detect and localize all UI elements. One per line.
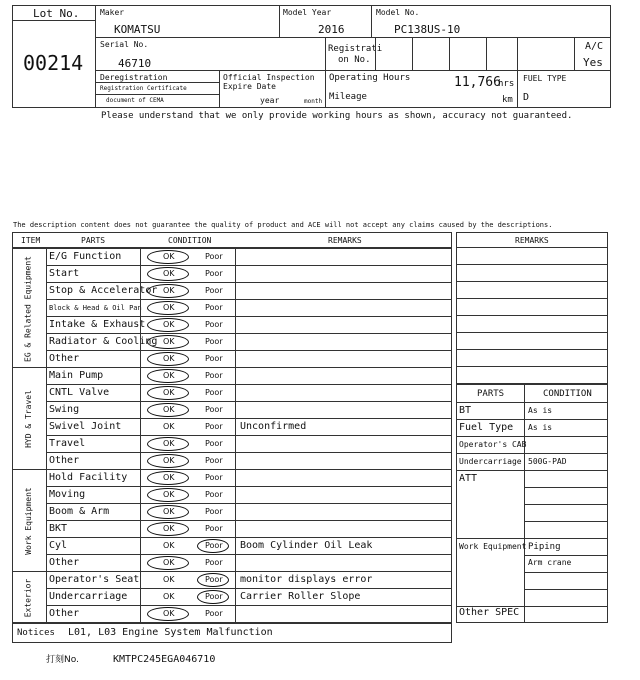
registration-label-2: on No. [338, 55, 371, 65]
table-header-row [12, 232, 452, 248]
serial-cell [95, 37, 326, 71]
operating-hours-value: 11,766 [454, 75, 501, 90]
remarks-cell [235, 520, 452, 538]
registration-label-1: Registrati [328, 44, 383, 54]
condition-cell [140, 503, 236, 521]
condition-cell [140, 401, 236, 419]
grid-line [524, 504, 608, 505]
part-name: Other [49, 557, 80, 568]
part-cell [46, 418, 141, 436]
ok-option[interactable]: OK [163, 405, 175, 414]
part-name: Swivel Joint [49, 421, 122, 432]
month-label: month [304, 98, 323, 105]
right-condition-header: CONDITION [543, 389, 592, 399]
grid-line [456, 470, 608, 471]
grid-line [456, 436, 608, 437]
part-name: Travel [49, 438, 86, 449]
lot-no-value: 00214 [23, 51, 84, 75]
ac-cell [574, 37, 611, 71]
part-cell [46, 537, 141, 555]
part-name: Undercarriage [49, 591, 128, 602]
other-spec-label: Other SPEC [459, 607, 520, 618]
col-remarks-header: REMARKS [328, 236, 362, 245]
remarks-cell [235, 537, 452, 555]
condition-cell [140, 537, 236, 555]
ok-selected-circle [147, 505, 189, 519]
condition-cell [140, 265, 236, 283]
ok-option[interactable]: OK [163, 558, 175, 567]
ac-label: A/C [585, 41, 604, 52]
part-cell [46, 299, 141, 317]
remark-text: monitor displays error [240, 574, 373, 585]
inspection-label-2: Expire Date [223, 82, 276, 91]
ok-option[interactable]: OK [163, 507, 175, 516]
poor-option[interactable]: Poor [205, 286, 223, 295]
part-cell [46, 316, 146, 334]
grid-line [524, 555, 608, 556]
operating-hours-label: Operating Hours [329, 73, 411, 83]
part-cell [46, 367, 141, 385]
remarks-cell [235, 265, 452, 283]
grid-line [524, 572, 608, 573]
part-cell [46, 350, 141, 368]
right-part-name: Fuel Type [459, 422, 514, 433]
part-cell [46, 333, 158, 351]
part-name: Main Pump [49, 370, 104, 381]
part-name: CNTL Valve [49, 387, 110, 398]
stamp-value: KMTPC245EGA046710 [113, 654, 216, 665]
remarks-cell [235, 588, 452, 606]
ok-option[interactable]: OK [163, 575, 175, 584]
ok-option[interactable]: OK [163, 592, 175, 601]
registration-box-4 [486, 37, 518, 71]
stamp-label: 打刻No. [46, 655, 79, 665]
right-parts-header: PARTS [477, 389, 505, 399]
poor-option[interactable]: Poor [205, 388, 223, 397]
ok-option[interactable]: OK [163, 252, 175, 261]
condition-cell [140, 588, 236, 606]
part-name: Other [49, 353, 80, 364]
ok-selected-circle [147, 607, 189, 621]
serial-label: Serial No. [100, 40, 149, 49]
ok-option[interactable]: OK [163, 320, 175, 329]
right-part-name: Undercarriage [459, 457, 522, 466]
remarks-cell [235, 384, 452, 402]
fuel-type-label: FUEL TYPE [523, 74, 567, 83]
part-name: Intake & Exhaust [49, 319, 146, 330]
part-cell [46, 265, 141, 283]
inspection-label-1: Official Inspection [223, 73, 315, 82]
condition-cell [140, 333, 236, 351]
poor-option[interactable]: Poor [205, 354, 223, 363]
part-name: Cyl [49, 540, 68, 551]
poor-option[interactable]: Poor [205, 439, 223, 448]
serial-value: 46710 [118, 57, 152, 70]
ok-selected-circle [147, 267, 189, 281]
col-parts-header: PARTS [81, 236, 106, 245]
notices-value: L01, L03 Engine System Malfunction [68, 627, 273, 638]
right-condition-value: 500G-PAD [528, 457, 567, 466]
poor-option[interactable]: Poor [205, 473, 223, 482]
ok-option[interactable]: OK [163, 422, 175, 431]
poor-option[interactable]: Poor [205, 592, 223, 601]
remarks-cell [235, 418, 452, 436]
ok-selected-circle [147, 250, 189, 264]
ok-selected-circle [147, 437, 189, 451]
deregistration-label: Deregistration [100, 73, 168, 82]
condition-cell [140, 282, 236, 300]
part-name: BKT [49, 523, 68, 534]
poor-option[interactable]: Poor [205, 609, 223, 618]
grid-line [456, 538, 608, 539]
part-name: Block & Head & Oil Pan [49, 304, 142, 312]
item-group-cell [12, 571, 47, 623]
remarks-cell [235, 282, 452, 300]
registration-box-2 [412, 37, 450, 71]
part-name: Swing [49, 404, 80, 415]
condition-cell [140, 299, 236, 317]
right-remarks-header [456, 232, 608, 248]
remark-text: Carrier Roller Slope [240, 591, 361, 602]
poor-option[interactable]: Poor [205, 541, 223, 550]
registration-certificate-label: Registration Certificate [100, 85, 187, 92]
notices-label: Notices [17, 628, 55, 638]
ok-selected-circle [147, 454, 189, 468]
right-remarks-header-label: REMARKS [515, 236, 549, 245]
poor-option[interactable]: Poor [205, 320, 223, 329]
item-group-label: EG & Related Equipment [23, 255, 33, 362]
part-name: Moving [49, 489, 86, 500]
remarks-cell [235, 333, 452, 351]
lot-no-cell [12, 20, 96, 108]
cema-label: document of CEMA [106, 97, 164, 104]
ok-option[interactable]: OK [163, 269, 175, 278]
remarks-cell [235, 401, 452, 419]
ok-selected-circle [147, 284, 189, 298]
item-group-cell [12, 469, 47, 572]
part-cell [46, 503, 141, 521]
part-cell [46, 435, 141, 453]
ok-selected-circle [147, 352, 189, 366]
right-part-name: BT [459, 405, 472, 416]
poor-selected-circle [197, 539, 229, 553]
part-name: E/G Function [49, 251, 122, 262]
remarks-cell [235, 503, 452, 521]
ok-selected-circle [147, 403, 189, 417]
ok-option[interactable]: OK [163, 524, 175, 533]
model-year-label: Model Year [283, 8, 332, 17]
ok-selected-circle [147, 471, 189, 485]
condition-cell [140, 520, 236, 538]
ok-option[interactable]: OK [163, 286, 175, 295]
registration-box-1 [375, 37, 413, 71]
part-cell [46, 384, 141, 402]
condition-cell [140, 418, 236, 436]
ok-selected-circle [147, 301, 189, 315]
poor-option[interactable]: Poor [205, 456, 223, 465]
remarks-cell [235, 350, 452, 368]
right-part-name: Operator's CAB [459, 440, 527, 449]
ok-selected-circle [147, 488, 189, 502]
poor-option[interactable]: Poor [205, 337, 223, 346]
part-cell [46, 452, 141, 470]
remarks-cell [235, 316, 452, 334]
part-name: Other [49, 608, 80, 619]
poor-option[interactable]: Poor [205, 507, 223, 516]
remarks-cell [235, 452, 452, 470]
ok-option[interactable]: OK [163, 388, 175, 397]
model-year-cell [279, 5, 372, 38]
poor-option[interactable]: Poor [205, 303, 223, 312]
remarks-cell [235, 486, 452, 504]
grid-line [524, 589, 608, 590]
part-cell [46, 401, 141, 419]
ok-selected-circle [147, 318, 189, 332]
condition-cell [140, 384, 236, 402]
work-eq-arm-crane: Arm crane [528, 558, 572, 567]
maker-cell [95, 5, 280, 38]
remarks-cell [235, 367, 452, 385]
poor-option[interactable]: Poor [205, 422, 223, 431]
ok-selected-circle [147, 386, 189, 400]
condition-cell [140, 486, 236, 504]
remarks-cell [235, 554, 452, 572]
ok-option[interactable]: OK [163, 541, 175, 550]
maker-label: Maker [100, 8, 125, 17]
condition-cell [140, 571, 236, 589]
item-group-cell [12, 248, 47, 368]
condition-cell [140, 554, 236, 572]
model-no-label: Model No. [376, 8, 420, 17]
part-name: Other [49, 455, 80, 466]
grid-line [524, 521, 608, 522]
condition-cell [140, 367, 236, 385]
work-eq-piping: Piping [528, 542, 561, 552]
ok-selected-circle [147, 522, 189, 536]
disclaimer-text: The description content does not guarantee the quality of product and ACE will not accept any claims caused by the descriptions. [13, 221, 553, 229]
remark-text: Unconfirmed [240, 421, 307, 432]
lot-no-label-cell [12, 5, 96, 21]
col-item-header: ITEM [21, 236, 41, 245]
part-cell [46, 282, 158, 300]
condition-cell [140, 605, 236, 623]
work-equipment-label: Work Equipment [459, 542, 527, 551]
ok-option[interactable]: OK [163, 371, 175, 380]
fuel-type-cell [517, 70, 611, 108]
condition-cell [140, 452, 236, 470]
maker-value: KOMATSU [114, 23, 161, 36]
col-condition-header: CONDITION [168, 236, 212, 245]
item-group-label: Work Equipment [23, 487, 33, 555]
ok-option[interactable]: OK [163, 473, 175, 482]
condition-cell [140, 248, 236, 266]
model-no-value: PC138US-10 [394, 23, 461, 36]
registration-box-3 [449, 37, 487, 71]
ok-option[interactable]: OK [163, 337, 175, 346]
operating-hours-cell [325, 70, 518, 108]
part-name: Stop & Accelerator [49, 285, 158, 296]
condition-cell [140, 316, 236, 334]
item-group-label: HYD & Travel [23, 390, 33, 448]
remarks-cell [235, 571, 452, 589]
poor-option[interactable]: Poor [205, 524, 223, 533]
ac-value: Yes [583, 56, 603, 69]
remarks-cell [235, 435, 452, 453]
km-unit: km [502, 95, 513, 105]
registration-box-5 [517, 37, 575, 71]
poor-selected-circle [197, 590, 229, 604]
condition-cell [140, 350, 236, 368]
poor-option[interactable]: Poor [205, 490, 223, 499]
poor-option[interactable]: Poor [205, 575, 223, 584]
fuel-type-value: D [523, 92, 530, 103]
hrs-unit: hrs [498, 79, 515, 89]
poor-option[interactable]: Poor [205, 371, 223, 380]
remarks-cell [235, 469, 452, 487]
part-cell [46, 520, 141, 538]
year-label: year [260, 96, 280, 105]
remarks-cell [235, 248, 452, 266]
poor-option[interactable]: Poor [205, 269, 223, 278]
ok-option[interactable]: OK [163, 354, 175, 363]
model-year-value: 2016 [318, 23, 345, 36]
inspection-cell [219, 70, 326, 108]
poor-option[interactable]: Poor [205, 405, 223, 414]
condition-cell [140, 435, 236, 453]
item-group-label: Exterior [23, 578, 33, 617]
remarks-cell [235, 299, 452, 317]
part-cell [46, 571, 141, 589]
ok-option[interactable]: OK [163, 456, 175, 465]
part-cell [46, 605, 141, 623]
part-cell [46, 469, 141, 487]
condition-cell [140, 469, 236, 487]
right-parts-header-row [456, 384, 608, 403]
part-cell [46, 486, 141, 504]
part-cell [46, 554, 141, 572]
part-name: Radiator & Cooling [49, 336, 158, 347]
lot-no-label: Lot No. [33, 7, 80, 20]
ok-selected-circle [147, 335, 189, 349]
grid-line [456, 419, 608, 420]
poor-option[interactable]: Poor [205, 252, 223, 261]
registration-label-cell [325, 37, 383, 71]
ok-option[interactable]: OK [163, 490, 175, 499]
remark-text: Boom Cylinder Oil Leak [240, 540, 373, 551]
right-condition-value: As is [528, 423, 553, 432]
poor-option[interactable]: Poor [205, 558, 223, 567]
ok-option[interactable]: OK [163, 439, 175, 448]
grid-line [524, 487, 608, 488]
ok-selected-circle [147, 369, 189, 383]
part-name: Hold Facility [49, 472, 128, 483]
model-no-cell [371, 5, 611, 38]
remarks-cell [235, 605, 452, 623]
part-name: Operator's Seat [49, 574, 140, 585]
ok-option[interactable]: OK [163, 303, 175, 312]
part-name: Start [49, 268, 80, 279]
notices-row [12, 623, 452, 643]
item-group-cell [12, 367, 47, 470]
right-condition-value: As is [528, 406, 553, 415]
part-cell [46, 248, 141, 266]
ok-selected-circle [147, 556, 189, 570]
part-cell [46, 588, 141, 606]
working-hours-note: Please understand that we only provide working hours as shown, accuracy not guaranteed. [101, 111, 573, 121]
part-name: Boom & Arm [49, 506, 110, 517]
mileage-label: Mileage [329, 92, 367, 102]
grid-line [456, 453, 608, 454]
right-part-name: ATT [459, 473, 478, 484]
poor-selected-circle [197, 573, 229, 587]
ok-option[interactable]: OK [163, 609, 175, 618]
